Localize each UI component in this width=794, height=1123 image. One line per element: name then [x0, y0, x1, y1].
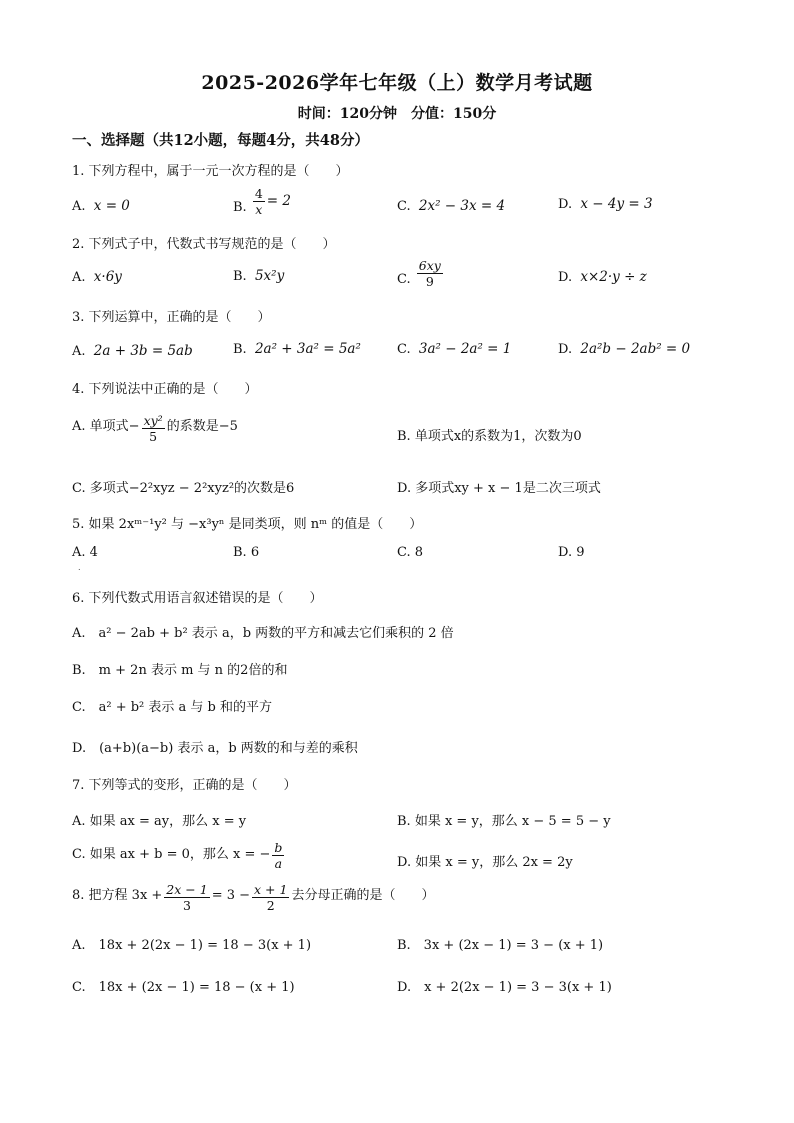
q5-option-c: C. 8 — [397, 545, 424, 560]
stray-mark: . — [78, 563, 81, 572]
q7-option-d: D. 如果 x = y，那么 2x = 2y — [397, 855, 573, 870]
question-6-stem: 6. 下列代数式用语言叙述错误的是（ ） — [72, 591, 323, 606]
q5-option-a: A. 4 — [72, 545, 98, 560]
question-4-stem: 4. 下列说法中正确的是（ ） — [72, 382, 258, 397]
q1-option-a: A. x = 0 — [72, 198, 130, 214]
q1-option-b: B. $\frac{4}{x}$ = 2 — [233, 186, 291, 217]
q7-option-c: C. 如果 ax + b = 0，那么 x = − $\frac{b}{a}$ — [72, 840, 283, 871]
q5-option-d: D. 9 — [558, 545, 585, 560]
q6-option-d: D. (a+b)(a−b) 表示 a，b 两数的和与差的乘积 — [72, 741, 358, 756]
exam-info: 时间：120分钟 分值：150分 — [297, 106, 497, 122]
q3-option-d: D. 2a²b − 2ab² = 0 — [558, 341, 691, 357]
q3-option-b: B. 2a² + 3a² = 5a² — [233, 341, 361, 357]
question-3-stem: 3. 下列运算中，正确的是（ ） — [72, 310, 271, 325]
q2-option-c: C. $\frac{6xy}{9}$ — [397, 258, 441, 289]
q2-option-a: A. x·6y — [72, 269, 122, 285]
q5-option-b: B. 6 — [233, 545, 260, 560]
q8-option-d: D. x + 2(2x − 1) = 3 − 3(x + 1) — [397, 980, 612, 995]
q4-option-a: A. 单项式− $\frac{\text{xy²}}{5}$ 的系数是−5 — [72, 413, 238, 444]
section-heading: 一、选择题（共12小题，每题4分，共48分） — [72, 132, 369, 149]
question-2-stem: 2. 下列式子中，代数式书写规范的是（ ） — [72, 237, 336, 252]
q8-option-a: A. 18x + 2(2x − 1) = 18 − 3(x + 1) — [72, 938, 312, 953]
q8-option-c: C. 18x + (2x − 1) = 18 − (x + 1) — [72, 980, 295, 995]
q1-option-c: C. 2x² − 3x = 4 — [397, 198, 506, 214]
q4-option-d: D. 多项式xy + x − 1是二次三项式 — [397, 481, 601, 496]
q6-option-a: A. a² − 2ab + b² 表示 a，b 两数的平方和减去它们乘积的 2 倍 — [72, 626, 454, 641]
q7-option-a: A. 如果 ax = ay，那么 x = y — [72, 814, 247, 829]
q4-option-b: B. 单项式x的系数为1，次数为0 — [397, 429, 582, 444]
q3-option-c: C. 3a² − 2a² = 1 — [397, 341, 512, 357]
q8-option-b: B. 3x + (2x − 1) = 3 − (x + 1) — [397, 938, 604, 953]
q2-option-b: B. 5x²y — [233, 268, 285, 284]
q7-option-b: B. 如果 x = y，那么 x − 5 = 5 − y — [397, 814, 611, 829]
q6-option-c: C. a² + b² 表示 a 与 b 和的平方 — [72, 700, 273, 715]
q6-option-b: B. m + 2n 表示 m 与 n 的2倍的和 — [72, 663, 288, 678]
page-title: 2025-2026学年七年级（上）数学月考试题 — [201, 72, 593, 94]
question-8-stem: 8. 把方程 3x + $\frac{2x - 1}{3}$ = 3 − $\frac{x + 1}{2}$ 去分母正确的是（ ） — [72, 882, 435, 913]
q1-option-d: D. x − 4y = 3 — [558, 196, 653, 212]
question-5-stem: 5. 如果 2xᵐ⁻¹y² 与 −x³yⁿ 是同类项，则 nᵐ 的值是（ ） — [72, 517, 423, 532]
question-7-stem: 7. 下列等式的变形，正确的是（ ） — [72, 778, 297, 793]
q4-option-c: C. 多项式−2²xyz − 2²xyz²的次数是6 — [72, 481, 295, 496]
q2-option-d: D. x×2·y ÷ z — [558, 269, 647, 285]
question-1-stem: 1. 下列方程中，属于一元一次方程的是（ ） — [72, 164, 349, 179]
q3-option-a: A. 2a + 3b = 5ab — [72, 343, 193, 359]
